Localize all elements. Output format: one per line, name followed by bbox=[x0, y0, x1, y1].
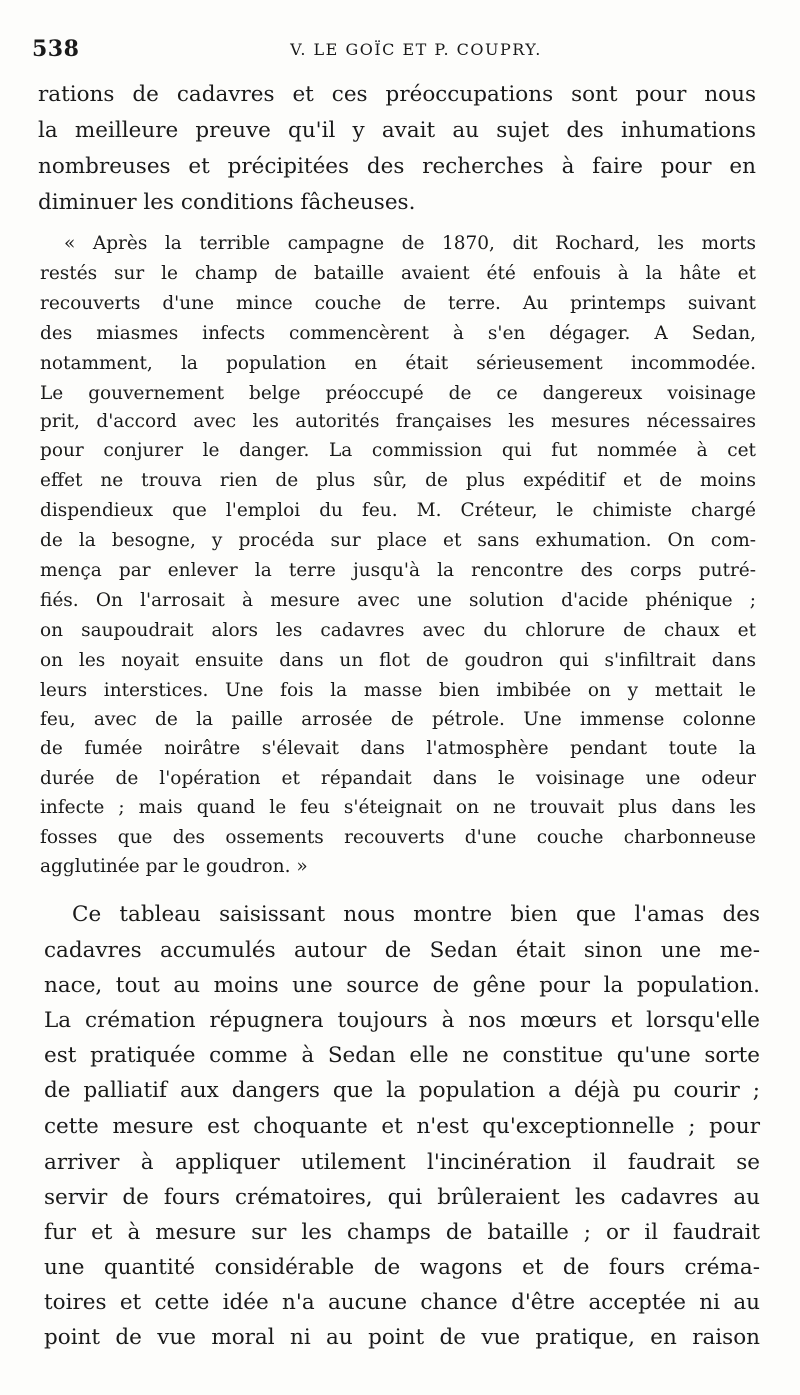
quote-line: dispendieux que l'emploi du feu. M. Créteur, le chimiste chargé bbox=[40, 500, 756, 521]
text-line: fur et à mesure sur les champs de bataille ; or il faudrait bbox=[44, 1220, 760, 1245]
text-line: La crémation répugnera toujours à nos mœurs et lorsqu'elle bbox=[44, 1008, 760, 1033]
text-line: servir de fours crématoires, qui brûleraient les cadavres au bbox=[44, 1185, 760, 1210]
text-line: la meilleure preuve qu'il y avait au sujet des inhumations bbox=[38, 118, 756, 143]
text-line: de palliatif aux dangers que la population a déjà pu courir ; bbox=[44, 1078, 760, 1103]
text-line: cette mesure est choquante et n'est qu'exceptionnelle ; pour bbox=[44, 1114, 760, 1139]
quote-line: recouverts d'une mince couche de terre. Au printemps suivant bbox=[40, 293, 756, 314]
quote-line: durée de l'opération et répandait dans le voisinage une odeur bbox=[40, 768, 756, 789]
text-line: arriver à appliquer utilement l'incinération il faudrait se bbox=[44, 1150, 760, 1175]
quote-line: pour conjurer le danger. La commission qui fut nommée à cet bbox=[40, 440, 756, 461]
quote-line: agglutinée par le goudron. » bbox=[40, 856, 308, 877]
text-line: cadavres accumulés autour de Sedan était sinon une me- bbox=[44, 938, 760, 963]
quote-line: Le gouvernement belge préoccupé de ce dangereux voisinage bbox=[40, 383, 756, 404]
quote-line: notamment, la population en était sérieusement incommodée. bbox=[40, 353, 756, 374]
quote-line: infecte ; mais quand le feu s'éteignait on ne trouvait plus dans les bbox=[40, 797, 756, 818]
quote-line: prit, d'accord avec les autorités françaises les mesures nécessaires bbox=[40, 411, 756, 432]
quote-line: mença par enlever la terre jusqu'à la rencontre des corps putré- bbox=[40, 560, 756, 581]
quote-line: « Après la terrible campagne de 1870, dit Rochard, les morts bbox=[64, 233, 756, 254]
quote-line: effet ne trouva rien de plus sûr, de plus expéditif et de moins bbox=[40, 470, 756, 491]
quote-line: feu, avec de la paille arrosée de pétrole. Une immense colonne bbox=[40, 709, 756, 730]
quote-line: de la besogne, y procéda sur place et sans exhumation. On com- bbox=[40, 530, 756, 551]
quote-line: on saupoudrait alors les cadavres avec du chlorure de chaux et bbox=[40, 620, 756, 641]
text-line: nace, tout au moins une source de gêne pour la population. bbox=[44, 973, 760, 998]
quote-line: de fumée noirâtre s'élevait dans l'atmosphère pendant toute la bbox=[40, 738, 756, 759]
quote-line: on les noyait ensuite dans un flot de goudron qui s'infiltrait dans bbox=[40, 650, 756, 671]
quote-line: des miasmes infects commencèrent à s'en dégager. A Sedan, bbox=[40, 323, 756, 344]
page-number: 538 bbox=[32, 36, 80, 62]
text-line: rations de cadavres et ces préoccupations sont pour nous bbox=[38, 82, 756, 107]
text-line: diminuer les conditions fâcheuses. bbox=[38, 190, 416, 215]
text-line: nombreuses et précipitées des recherches à faire pour en bbox=[38, 154, 756, 179]
text-line: Ce tableau saisissant nous montre bien que l'amas des bbox=[72, 902, 760, 927]
text-line: est pratiquée comme à Sedan elle ne constitue qu'une sorte bbox=[44, 1043, 760, 1068]
quote-line: restés sur le champ de bataille avaient été enfouis à la hâte et bbox=[40, 263, 756, 284]
quote-line: leurs interstices. Une fois la masse bien imbibée on y mettait le bbox=[40, 680, 756, 701]
text-line: point de vue moral ni au point de vue pratique, en raison bbox=[44, 1325, 760, 1350]
text-line: une quantité considérable de wagons et de fours créma- bbox=[44, 1255, 760, 1280]
quote-line: fiés. On l'arrosait à mesure avec une solution d'acide phénique ; bbox=[40, 590, 756, 611]
running-head bbox=[32, 36, 760, 70]
text-line: toires et cette idée n'a aucune chance d'être acceptée ni au bbox=[44, 1290, 760, 1315]
quote-line: fosses que des ossements recouverts d'une couche charbonneuse bbox=[40, 827, 756, 848]
running-title: V. LE GOÏC ET P. COUPRY. bbox=[290, 40, 542, 59]
